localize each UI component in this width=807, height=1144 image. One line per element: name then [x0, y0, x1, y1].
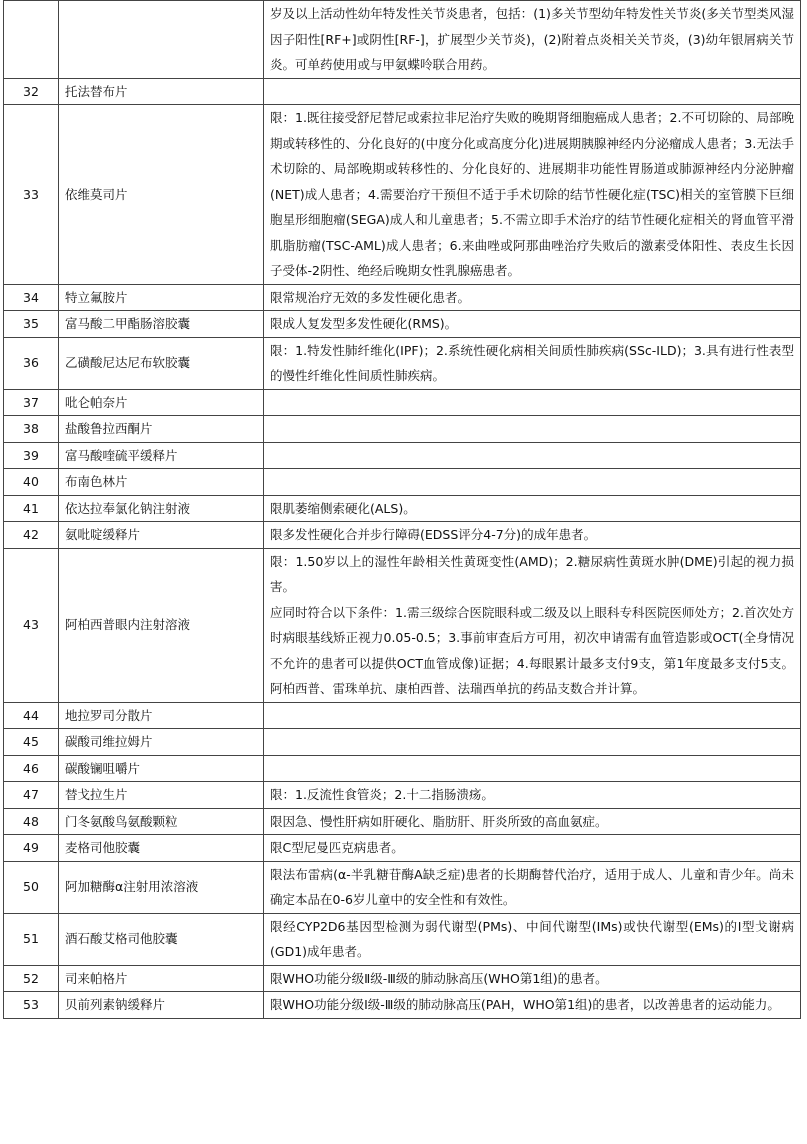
row-number: 32: [4, 78, 59, 105]
table-body: [4, 1, 801, 1019]
row-number: 47: [4, 782, 59, 809]
table-row: [4, 284, 801, 311]
restriction-text: [264, 702, 801, 729]
row-number: 41: [4, 495, 59, 522]
row-number: 48: [4, 808, 59, 835]
table-row: [4, 389, 801, 416]
row-number: 49: [4, 835, 59, 862]
row-number: 40: [4, 469, 59, 496]
restriction-paragraph: 限WHO功能分级Ⅰ级-Ⅲ级的肺动脉高压(PAH，WHO第1组)的患者，以改善患者的运动能力。: [270, 997, 780, 1012]
table-row: [4, 469, 801, 496]
row-number: 36: [4, 337, 59, 389]
drug-name: 阿加糖酶α注射用浓溶液: [59, 861, 264, 913]
row-number: 53: [4, 992, 59, 1019]
restriction-paragraph: 岁及以上活动性幼年特发性关节炎患者，包括：(1)多关节型幼年特发性关节炎(多关节型类风湿因子阳性[RF+]或阴性[RF-]，扩展型少关节炎)，(2)附着点炎相关关节炎，(3)幼年银屑病关节炎。可单药使用或与甲氨蝶呤联合用药。: [270, 6, 794, 72]
restriction-text: [264, 416, 801, 443]
row-number: 39: [4, 442, 59, 469]
restriction-text: [264, 782, 801, 809]
table-row: [4, 337, 801, 389]
table-row: [4, 442, 801, 469]
restriction-paragraph: 限：1.反流性食管炎；2.十二指肠溃疡。: [270, 787, 494, 802]
drug-name: 地拉罗司分散片: [59, 702, 264, 729]
restriction-text: [264, 78, 801, 105]
drug-name: 酒石酸艾格司他胶囊: [59, 913, 264, 965]
table-row: [4, 495, 801, 522]
table-row: [4, 548, 801, 702]
restriction-text: [264, 548, 801, 702]
table-row: [4, 522, 801, 549]
drug-name: 布南色林片: [59, 469, 264, 496]
drug-name: 依维莫司片: [59, 105, 264, 285]
drug-name: 特立氟胺片: [59, 284, 264, 311]
restriction-text: [264, 469, 801, 496]
drug-name: 替戈拉生片: [59, 782, 264, 809]
restriction-text: [264, 808, 801, 835]
row-number: 34: [4, 284, 59, 311]
restriction-text: [264, 337, 801, 389]
drug-name: 吡仑帕奈片: [59, 389, 264, 416]
restriction-text: [264, 755, 801, 782]
restriction-paragraph: 限：1.特发性肺纤维化(IPF)；2.系统性硬化病相关间质性肺疾病(SSc-ILD)；3.具有进行性表型的慢性纤维化性间质性肺疾病。: [270, 342, 794, 383]
row-number: 52: [4, 965, 59, 992]
drug-table: [3, 0, 801, 1019]
table-row: [4, 78, 801, 105]
drug-name: 乙磺酸尼达尼布软胶囊: [59, 337, 264, 389]
restriction-text: [264, 389, 801, 416]
restriction-text: [264, 913, 801, 965]
restriction-paragraph: 限常规治疗无效的多发性硬化患者。: [270, 289, 471, 305]
table-row: [4, 808, 801, 835]
drug-name: 门冬氨酸鸟氨酸颗粒: [59, 808, 264, 835]
restriction-paragraph: 应同时符合以下条件：1.需三级综合医院眼科或二级及以上眼科专科医院医师处方；2.首次处方时病眼基线矫正视力0.05-0.5；3.事前审查后方可用，初次申请需有血管造影或OCT(全身情况不允许的患者可以提供OCT血管成像)证据；4.每眼累计最多支付9支，第1年度最多支付5支。阿柏西普、雷珠单抗、康柏西普、法瑞西单抗的药品支数合并计算。: [270, 604, 794, 696]
restriction-text: [264, 105, 801, 285]
table-row: [4, 729, 801, 756]
drug-name: 阿柏西普眼内注射溶液: [59, 548, 264, 702]
restriction-text: [264, 861, 801, 913]
restriction-paragraph: 限肌萎缩侧索硬化(ALS)。: [270, 500, 416, 516]
drug-name: 托法替布片: [59, 78, 264, 105]
drug-name: 碳酸镧咀嚼片: [59, 755, 264, 782]
row-number: 50: [4, 861, 59, 913]
restriction-text: [264, 442, 801, 469]
row-number: [4, 1, 59, 79]
restriction-text: [264, 729, 801, 756]
restriction-paragraph: 限成人复发型多发性硬化(RMS)。: [270, 316, 458, 331]
drug-name: 司来帕格片: [59, 965, 264, 992]
row-number: 44: [4, 702, 59, 729]
restriction-paragraph: 限法布雷病(α-半乳糖苷酶A缺乏症)患者的长期酶替代治疗，适用于成人、儿童和青少年。尚未确定本品在0-6岁儿童中的安全性和有效性。: [270, 866, 794, 907]
restriction-text: [264, 284, 801, 311]
table-row: [4, 105, 801, 285]
row-number: 37: [4, 389, 59, 416]
drug-name: 富马酸二甲酯肠溶胶囊: [59, 311, 264, 338]
row-number: 35: [4, 311, 59, 338]
row-number: 45: [4, 729, 59, 756]
restriction-text: [264, 835, 801, 862]
restriction-text: [264, 965, 801, 992]
restriction-paragraph: 限：1.既往接受舒尼替尼或索拉非尼治疗失败的晚期肾细胞癌成人患者；2.不可切除的、局部晚期或转移性的、分化良好的(中度分化或高度分化)进展期胰腺神经内分泌瘤成人患者；3.无法手术切除的、局部晚期或转移性的、分化良好的、进展期非功能性胃肠道或肺源神经内分泌肿瘤(NET)成人患者；4.需要治疗干预但不适于手术切除的结节性硬化症(TSC)相关的室管膜下巨细胞星形细胞瘤(SEGA)成人和儿童患者；5.不需立即手术治疗的结节性硬化症相关的肾血管平滑肌脂肪瘤(TSC-AML)成人患者；6.来曲唑或阿那曲唑治疗失败后的激素受体阳性、表皮生长因子受体-2阴性、绝经后晚期女性乳腺癌患者。: [270, 110, 794, 278]
table-row: [4, 965, 801, 992]
table-row: [4, 416, 801, 443]
restriction-text: [264, 311, 801, 338]
table-row: [4, 311, 801, 338]
drug-name: 盐酸鲁拉西酮片: [59, 416, 264, 443]
drug-name: 依达拉奉氯化钠注射液: [59, 495, 264, 522]
restriction-text: [264, 495, 801, 522]
drug-name: 贝前列素钠缓释片: [59, 992, 264, 1019]
restriction-paragraph: 限C型尼曼匹克病患者。: [270, 840, 404, 855]
restriction-text: [264, 1, 801, 79]
row-number: 51: [4, 913, 59, 965]
table-row: [4, 1, 801, 79]
row-number: 33: [4, 105, 59, 285]
restriction-paragraph: 限因急、慢性肝病如肝硬化、脂肪肝、肝炎所致的高血氨症。: [270, 813, 608, 829]
table-row: [4, 782, 801, 809]
table-row: [4, 835, 801, 862]
restriction-paragraph: 限：1.50岁以上的湿性年龄相关性黄斑变性(AMD)；2.糖尿病性黄斑水肿(DME)引起的视力损害。: [270, 553, 794, 594]
restriction-paragraph: 限WHO功能分级Ⅱ级-Ⅲ级的肺动脉高压(WHO第1组)的患者。: [270, 970, 608, 986]
table-row: [4, 702, 801, 729]
drug-name: 麦格司他胶囊: [59, 835, 264, 862]
drug-name: 碳酸司维拉姆片: [59, 729, 264, 756]
table-row: [4, 913, 801, 965]
table-row: [4, 861, 801, 913]
table-row: [4, 992, 801, 1019]
restriction-paragraph: 限经CYP2D6基因型检测为弱代谢型(PMs)、中间代谢型(IMs)或快代谢型(EMs)的Ⅰ型戈谢病(GD1)成年患者。: [270, 918, 794, 959]
drug-name: [59, 1, 264, 79]
drug-name: 富马酸喹硫平缓释片: [59, 442, 264, 469]
restriction-text: [264, 522, 801, 549]
table-row: [4, 755, 801, 782]
drug-name: 氨吡啶缓释片: [59, 522, 264, 549]
restriction-text: [264, 992, 801, 1019]
row-number: 38: [4, 416, 59, 443]
row-number: 42: [4, 522, 59, 549]
row-number: 43: [4, 548, 59, 702]
restriction-paragraph: 限多发性硬化合并步行障碍(EDSS评分4-7分)的成年患者。: [270, 527, 597, 542]
row-number: 46: [4, 755, 59, 782]
